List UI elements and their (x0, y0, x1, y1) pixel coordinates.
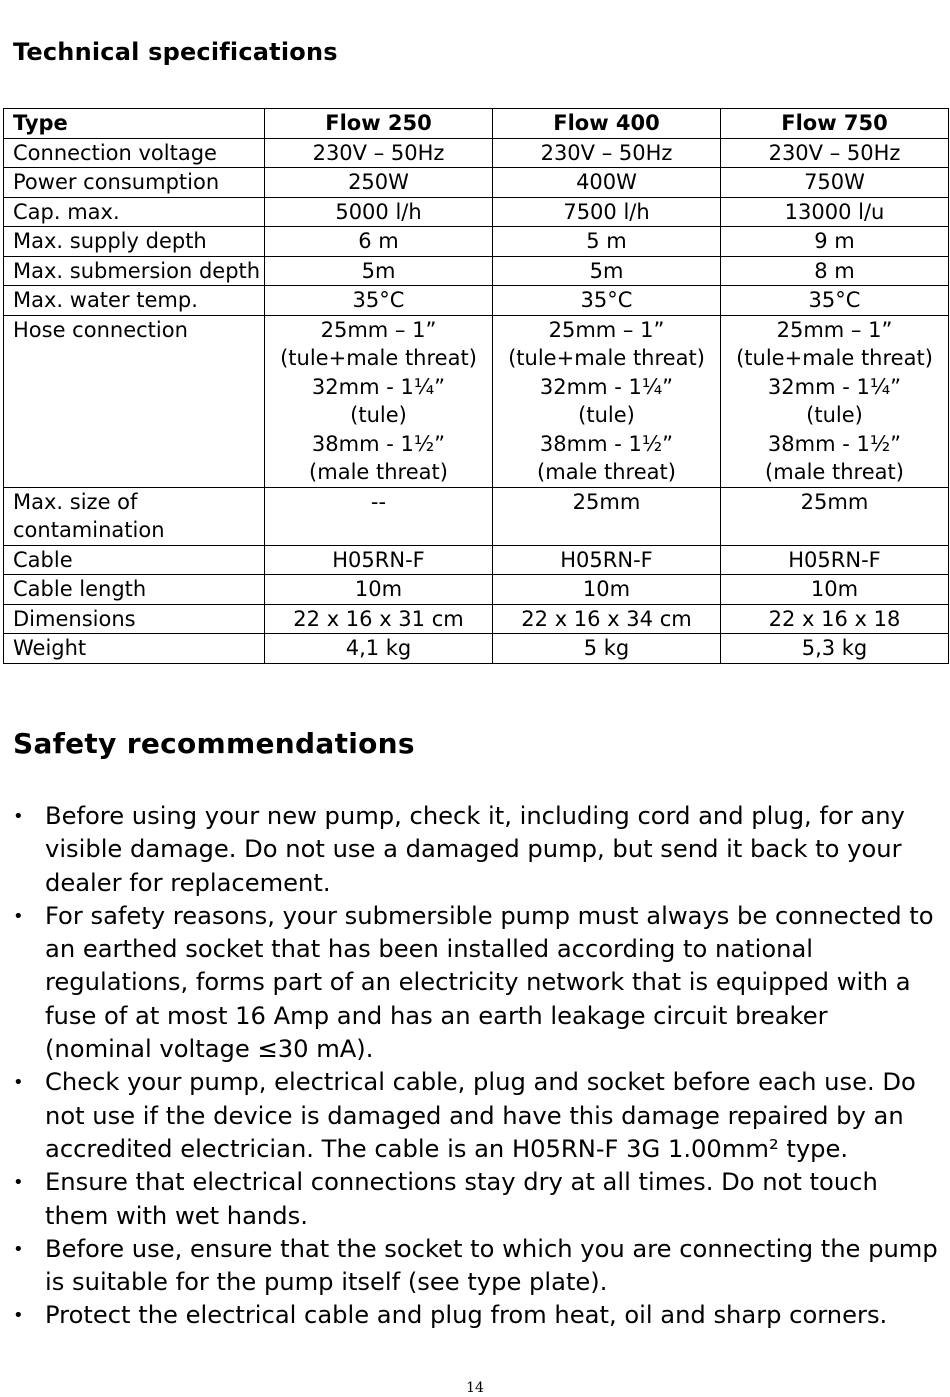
cell-line: (tule+male threat) (280, 346, 477, 370)
table-cell (493, 138, 721, 168)
list-item (0, 1166, 940, 1233)
table-cell (721, 286, 949, 316)
table-row (4, 227, 949, 257)
table-row (4, 315, 949, 487)
list-item-text: Check your pump, electrical cable, plug and socket before each use. Do not use if the device is damaged and have this damage repaired by an accredited electrician. The cable is an H05RN-F 3G 1.00mm² type. (45, 1068, 916, 1163)
cell-line: 5,3 kg (801, 636, 868, 660)
cell-line: 9 m (814, 229, 855, 253)
list-item-text: Before use, ensure that the socket to which you are connecting the pump is suitable for the pump itself (see type plate). (45, 1234, 938, 1297)
cell-line: 5 kg (583, 636, 630, 660)
bullet-icon: • (13, 1305, 24, 1327)
cell-line: H05RN-F (788, 547, 881, 572)
table-row (4, 256, 949, 286)
cell-line: (tule) (350, 403, 407, 427)
table-cell (493, 634, 721, 664)
table-cell (265, 575, 493, 605)
cell-line: 4,1 kg (345, 636, 412, 660)
table-cell (265, 227, 493, 257)
table-cell (721, 604, 949, 634)
bullet-icon: • (13, 905, 24, 927)
list-item (0, 800, 940, 900)
page-number: 14 (466, 1380, 484, 1396)
column-header-flow-400: Flow 400 (493, 109, 721, 139)
table-cell (265, 197, 493, 227)
table-cell (265, 168, 493, 198)
table-cell (721, 575, 949, 605)
cell-line: (male threat) (537, 460, 676, 484)
row-label: Max. water temp. (4, 286, 265, 316)
table-row (4, 168, 949, 198)
table-cell (265, 315, 493, 487)
cell-line: 13000 l/u (784, 199, 885, 224)
table-cell (721, 256, 949, 286)
list-item-text: Before using your new pump, check it, including cord and plug, for any visible damage. Do not use a damaged pump, but send it back to your dealer for replacement. (45, 802, 905, 897)
table-cell (721, 487, 949, 545)
safety-recommendations-list (0, 800, 940, 1333)
cell-line: H05RN-F (332, 547, 425, 572)
bullet-icon: • (13, 806, 24, 827)
cell-line: 6 m (358, 229, 399, 253)
table-row (4, 197, 949, 227)
table-cell (493, 256, 721, 286)
bullet-icon: • (13, 1238, 24, 1260)
cell-line: 35°C (352, 288, 405, 312)
cell-line: 35°C (808, 288, 861, 312)
table-cell (493, 315, 721, 487)
row-label: Dimensions (4, 604, 265, 634)
table-cell (265, 604, 493, 634)
safety-section-title: Safety recommendations (13, 727, 415, 760)
row-label: Max. supply depth (4, 227, 265, 257)
cell-line: 32mm - 1¼” (767, 374, 902, 399)
cell-line: 22 x 16 x 31 cm (293, 606, 464, 631)
row-label: Cable (4, 545, 265, 575)
cell-line: 38mm - 1½” (767, 431, 902, 456)
specifications-table-body (4, 138, 949, 663)
cell-line: 230V – 50Hz (540, 140, 673, 165)
cell-line: 750W (804, 170, 865, 194)
row-label: Cap. max. (4, 197, 265, 227)
cell-line: 5m (589, 258, 624, 283)
table-row (4, 604, 949, 634)
table-cell (493, 487, 721, 545)
cell-line: 32mm - 1¼” (539, 374, 674, 399)
cell-line: 230V – 50Hz (312, 140, 445, 165)
cell-line: 38mm - 1½” (311, 431, 446, 456)
cell-line: 22 x 16 x 18 (768, 606, 901, 631)
cell-line: 7500 l/h (563, 199, 650, 224)
table-row (4, 487, 949, 545)
bullet-icon: • (13, 1072, 24, 1094)
cell-line: 5 m (586, 229, 627, 253)
cell-line: (tule+male threat) (736, 346, 933, 370)
specifications-table (3, 108, 949, 664)
row-label: Cable length (4, 575, 265, 605)
table-cell (265, 138, 493, 168)
cell-line: 8 m (814, 258, 855, 283)
cell-line: 10m (810, 577, 859, 601)
list-item-text: For safety reasons, your submersible pump must always be connected to an earthed socket that has been installed according to national regulations, forms part of an electricity network that is equipped with a fuse of at most 16 Amp and has an earth leakage circuit breaker (nominal voltage ≤30 mA). (45, 901, 934, 1064)
table-cell (721, 168, 949, 198)
table-cell (265, 545, 493, 575)
table-cell (721, 315, 949, 487)
table-cell (265, 487, 493, 545)
cell-line: 25mm (800, 489, 869, 514)
cell-line: 35°C (580, 288, 633, 312)
table-row (4, 138, 949, 168)
cell-line: 38mm - 1½” (539, 431, 674, 456)
cell-line: 10m (582, 577, 631, 601)
cell-line: 5000 l/h (335, 199, 422, 224)
cell-line: (tule+male threat) (508, 346, 705, 370)
row-label: Hose connection (4, 315, 265, 487)
cell-line: (male threat) (309, 460, 448, 484)
bullet-icon: • (13, 1172, 24, 1194)
row-label: Weight (4, 634, 265, 664)
table-cell (493, 545, 721, 575)
table-row (4, 545, 949, 575)
row-label: Max. size of contamination (4, 487, 265, 545)
cell-line: 250W (348, 170, 409, 194)
table-cell (493, 197, 721, 227)
document-title: Technical specifications (13, 38, 338, 66)
cell-line: (tule) (578, 403, 635, 427)
cell-line: 25mm (572, 489, 641, 514)
list-item (0, 1299, 940, 1332)
table-cell (493, 168, 721, 198)
column-header-flow-250: Flow 250 (265, 109, 493, 139)
table-cell (493, 286, 721, 316)
cell-line: 400W (576, 170, 637, 194)
row-label: Max. submersion depth (4, 256, 265, 286)
table-cell (721, 197, 949, 227)
table-cell (265, 256, 493, 286)
cell-line: 25mm – 1” (776, 317, 893, 342)
cell-line: (tule) (806, 403, 863, 427)
table-cell (721, 227, 949, 257)
cell-line: (male threat) (765, 460, 904, 484)
cell-line: 32mm - 1¼” (311, 374, 446, 399)
table-cell (493, 575, 721, 605)
cell-line: -- (370, 489, 387, 514)
cell-line: 25mm – 1” (548, 317, 665, 342)
table-cell (721, 634, 949, 664)
table-cell (721, 545, 949, 575)
table-cell (493, 604, 721, 634)
cell-line: H05RN-F (560, 547, 653, 572)
row-label: Connection voltage (4, 138, 265, 168)
table-row (4, 286, 949, 316)
table-cell (493, 227, 721, 257)
cell-line: 25mm – 1” (320, 317, 437, 342)
table-row (4, 575, 949, 605)
list-item (0, 900, 940, 1066)
list-item-text: Protect the electrical cable and plug from heat, oil and sharp corners. (45, 1301, 888, 1330)
table-cell (721, 138, 949, 168)
cell-line: 5m (361, 258, 396, 283)
table-row (4, 634, 949, 664)
table-header-row (4, 109, 949, 139)
list-item-text: Ensure that electrical connections stay dry at all times. Do not touch them with wet hands. (45, 1168, 878, 1230)
list-item (0, 1233, 940, 1300)
row-label: Power consumption (4, 168, 265, 198)
list-item (0, 1066, 940, 1166)
cell-line: 10m (354, 577, 403, 601)
cell-line: 230V – 50Hz (768, 140, 901, 165)
table-cell (265, 634, 493, 664)
table-cell (265, 286, 493, 316)
column-header-type: Type (4, 109, 265, 139)
cell-line: 22 x 16 x 34 cm (521, 606, 692, 631)
column-header-flow-750: Flow 750 (721, 109, 949, 139)
